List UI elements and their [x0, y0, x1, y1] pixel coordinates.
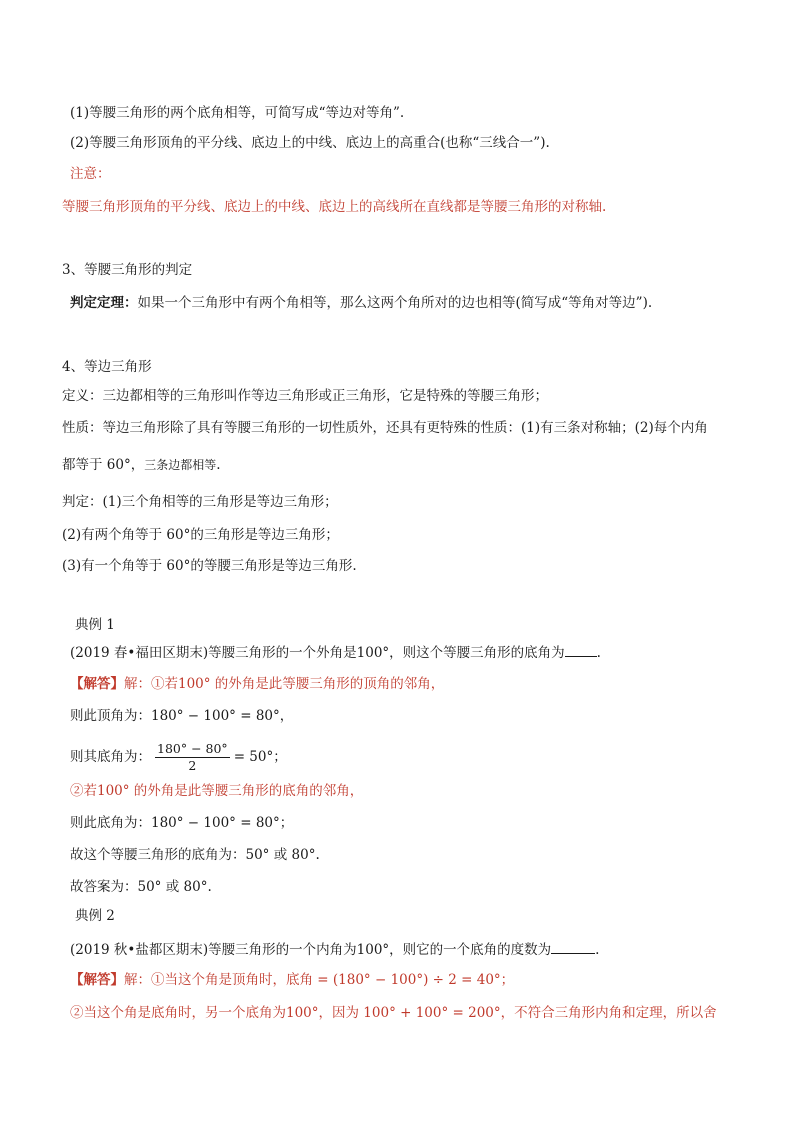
theorem-paragraph [70, 293, 652, 313]
answer-text: 解：①若100° 的外角是此等腰三角形的顶角的邻角， [124, 676, 445, 692]
example1-answer-line6: 故这个等腰三角形的底角为：50° 或 80°. [70, 847, 320, 863]
example1-question [70, 642, 601, 663]
example1-answer-line2: 则此顶角为：180° − 100° = 80°， [70, 708, 294, 724]
section-heading-3: 3、等腰三角形的判定 [62, 262, 193, 278]
property-angle: 都等于 60°， [62, 457, 145, 473]
example1-question-text: (2019 春•福田区期末)等腰三角形的一个外角是100°，则这个等腰三角形的底角为 [70, 645, 565, 661]
example2-title: 典例 2 [75, 908, 115, 924]
note-text: 等腰三角形顶角的平分线、底边上的中线、底边上的高线所在直线都是等腰三角形的对称轴. [62, 199, 607, 215]
answer-tag: 【解答】 [70, 676, 124, 692]
example1-answer-line3 [70, 738, 287, 776]
property-period: . [216, 457, 221, 473]
section-heading-4: 4、等边三角形 [62, 359, 152, 375]
theorem-text: 如果一个三角形中有两个角相等，那么这两个角所对的边也相等(简写成“等角对等边”). [137, 295, 653, 311]
fraction-prefix: 则其底角为： [70, 749, 151, 765]
answer-text: 解：①当这个角是顶角时，底角 = (180° − 100°) ÷ 2 = 40°； [124, 972, 515, 988]
example2-question-end: . [595, 942, 600, 958]
answer-blank [551, 939, 595, 954]
definition-text: 定义：三边都相等的三角形叫作等边三角形或正三角形，它是特殊的等腰三角形； [62, 388, 548, 404]
answer-blank [565, 642, 597, 657]
judge-item-2: (2)有两个角等于 60°的三角形是等边三角形； [62, 527, 339, 543]
property-text-line1: 性质：等边三角形除了具有等腰三角形的一切性质外，还具有更特殊的性质：(1)有三条对称轴；(2)每个内角 [62, 420, 708, 436]
fraction-suffix: = 50°； [233, 749, 287, 765]
theorem-label: 判定定理： [70, 295, 138, 311]
fraction-denominator: 2 [188, 758, 197, 773]
property-item-1: (1)等腰三角形的两个底角相等，可简写成“等边对等角”. [70, 105, 405, 121]
property-text-line2 [62, 455, 221, 475]
example1-answer-line4: ②若100° 的外角是此等腰三角形的底角的邻角， [70, 783, 364, 799]
example2-answer-line2: ②当这个角是底角时，另一个底角为100°，因为 100° + 100° = 200°，不符合三角形内角和定理，所以舍 [70, 1005, 717, 1021]
fraction-numerator: 180° − 80° [157, 741, 228, 756]
example2-question [70, 939, 599, 960]
example1-answer-line1 [70, 674, 444, 694]
example2-question-text: (2019 秋•盐都区期末)等腰三角形的一个内角为100°，则它的一个底角的度数为 [70, 942, 552, 958]
example1-answer-line5: 则此底角为：180° − 100° = 80°； [70, 815, 294, 831]
example2-answer-line1 [70, 970, 514, 990]
example1-answer-line7: 故答案为：50° 或 80°. [70, 879, 212, 895]
example1-question-end: . [596, 645, 601, 661]
property-sides: 三条边都相等 [144, 458, 217, 472]
judge-item-1: 判定：(1)三个角相等的三角形是等边三角形； [62, 494, 338, 510]
example1-title: 典例 1 [75, 617, 115, 633]
note-label: 注意： [70, 166, 111, 182]
answer-tag: 【解答】 [70, 972, 124, 988]
fraction [155, 741, 230, 774]
judge-item-3: (3)有一个角等于 60°的等腰三角形是等边三角形. [62, 558, 357, 574]
property-item-2: (2)等腰三角形顶角的平分线、底边上的中线、底边上的高重合(也称“三线合一”). [70, 135, 550, 151]
